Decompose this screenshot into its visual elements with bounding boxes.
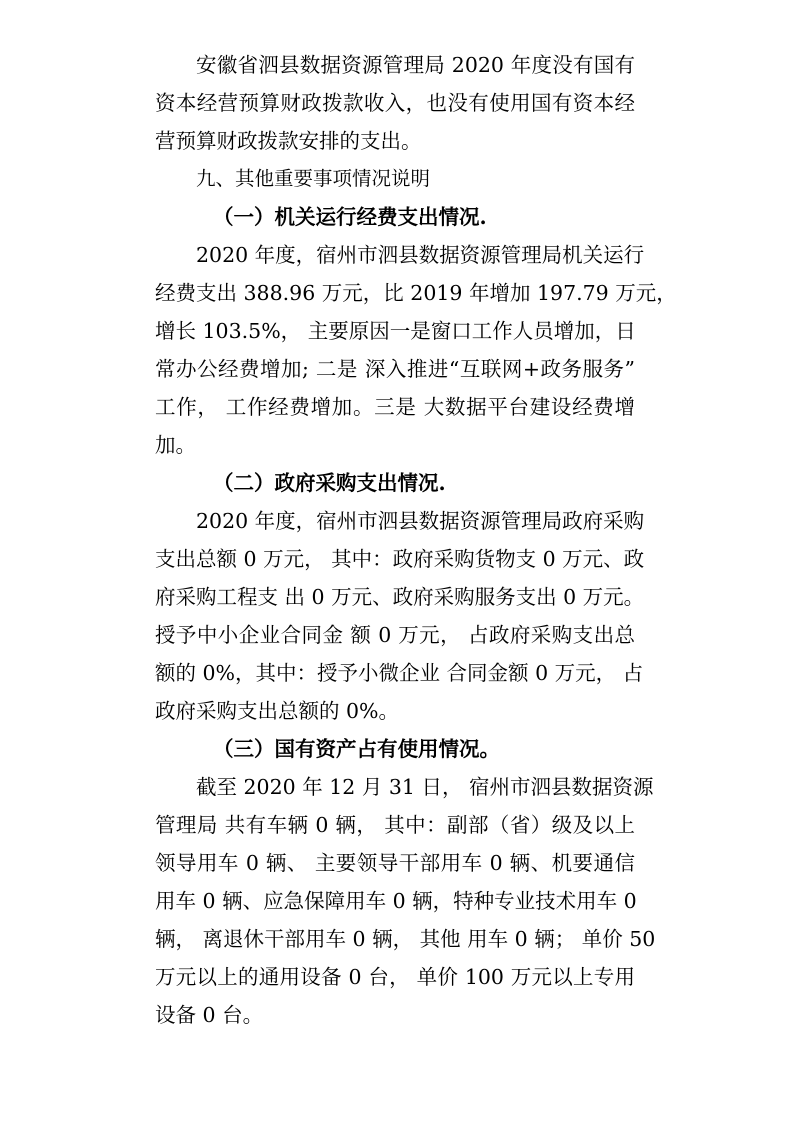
sub3-line-4: 用车 0 辆、应急保障用车 0 辆，特种专业技术用车 0 (155, 889, 637, 913)
sub1-heading: （一）机关运行经费支出情况. (213, 205, 487, 229)
sub1-line-3: 增长 103.5%， 主要原因一是窗口工作人员增加，日 (155, 319, 636, 343)
intro-line-2: 资本经营预算财政拨款收入，也没有使用国有资本经 (155, 91, 635, 115)
sub2-line-4: 授予中小企业合同金 额 0 万元， 占政府采购支出总 (155, 623, 635, 647)
sub1-line-4: 常办公经费增加; 二是 深入推进“互联网+政务服务” (155, 357, 635, 381)
sub3-line-1: 截至 2020 年 12 月 31 日， 宿州市泗县数据资源 (196, 775, 654, 799)
sub1-line-1: 2020 年度，宿州市泗县数据资源管理局机关运行 (196, 243, 645, 267)
sub2-line-6: 政府采购支出总额的 0%。 (155, 699, 400, 723)
sub3-line-7: 设备 0 台。 (155, 1003, 264, 1027)
sub2-line-2: 支出总额 0 万元， 其中：政府采购货物支 0 万元、政 (155, 547, 645, 571)
sub3-heading: （三）国有资产占有使用情况。 (213, 737, 500, 761)
sub2-line-1: 2020 年度，宿州市泗县数据资源管理局政府采购 (196, 509, 645, 533)
sub3-line-3: 领导用车 0 辆、 主要领导干部用车 0 辆、机要通信 (155, 851, 635, 875)
sub1-line-2: 经费支出 388.96 万元，比 2019 年增加 197.79 万元， (155, 281, 677, 305)
sub2-line-3: 府采购工程支 出 0 万元、政府采购服务支出 0 万元。 (155, 585, 645, 609)
sub1-line-6: 加。 (155, 433, 196, 457)
intro-line-3: 营预算财政拨款安排的支出。 (155, 129, 422, 153)
intro-line-1: 安徽省泗县数据资源管理局 2020 年度没有国有 (196, 53, 635, 77)
sub2-line-5: 额的 0%，其中：授予小微企业 合同金额 0 万元， 占 (155, 661, 644, 685)
sub3-line-6: 万元以上的通用设备 0 台， 单价 100 万元以上专用 (155, 965, 635, 989)
sub1-line-5: 工作， 工作经费增加。三是 大数据平台建设经费增 (155, 395, 635, 419)
sub3-line-5: 辆， 离退休干部用车 0 辆， 其他 用车 0 辆； 单价 50 (155, 927, 656, 951)
section-heading: 九、其他重要事项情况说明 (196, 167, 431, 190)
sub3-line-2: 管理局 共有车辆 0 辆， 其中：副部（省）级及以上 (155, 813, 635, 837)
sub2-heading: （二）政府采购支出情况. (213, 471, 446, 495)
